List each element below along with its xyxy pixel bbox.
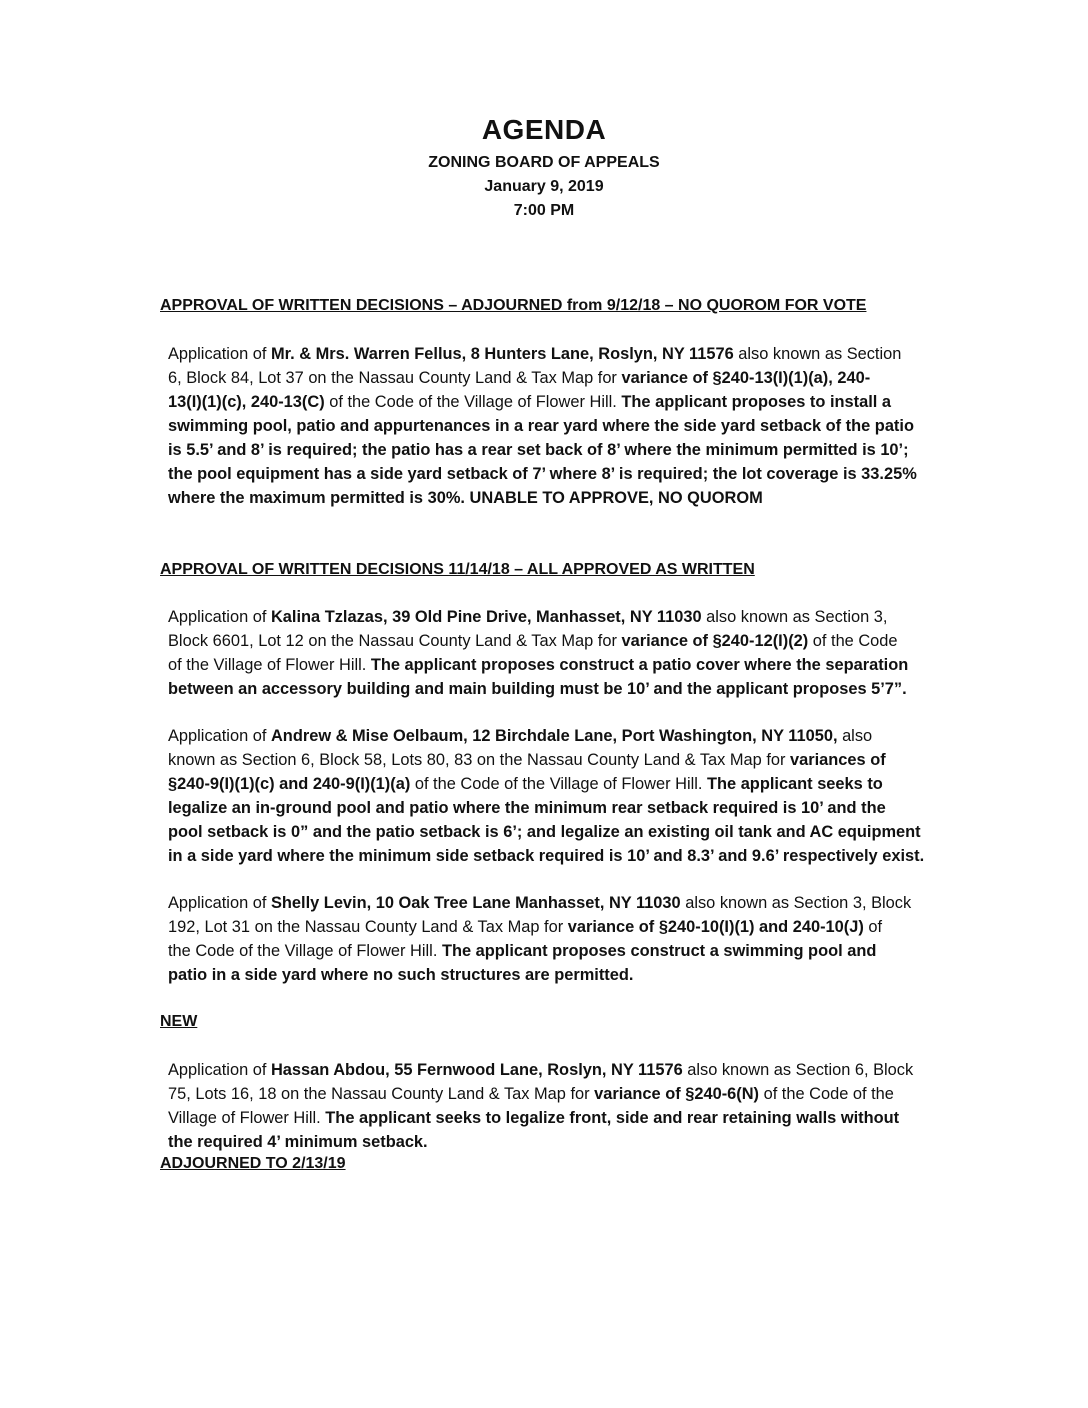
bold-text-run: in a side yard where the minimum side setback required is 10’ and 8.3’ and 9.6’ respectively exist. bbox=[168, 847, 925, 865]
text-run: of the Code bbox=[808, 632, 898, 650]
bold-text-run: The applicant seeks to bbox=[707, 775, 883, 793]
paragraph-line bbox=[168, 342, 968, 366]
bold-text-run: legalize an in-ground pool and patio where the minimum rear setback required is 10’ and the bbox=[168, 799, 886, 817]
text-run: Application of bbox=[168, 345, 271, 363]
paragraph-line bbox=[168, 486, 968, 510]
paragraph-line bbox=[168, 939, 968, 963]
bold-text-run: §240-9(I)(1)(c) and 240-9(I)(1)(a) bbox=[168, 775, 411, 793]
text-run: of the Village of Flower Hill. bbox=[168, 656, 371, 674]
application-abdou bbox=[168, 1058, 968, 1154]
paragraph-line bbox=[168, 724, 968, 748]
paragraph-line bbox=[168, 820, 968, 844]
bold-text-run: Shelly Levin, 10 Oak Tree Lane Manhasset, NY 11030 bbox=[270, 894, 681, 912]
paragraph-line bbox=[168, 844, 968, 868]
bold-text-run: The applicant proposes construct a swimming pool and bbox=[441, 942, 877, 960]
bold-text-run: variance of §240-6(N) bbox=[594, 1085, 760, 1103]
bold-text-run: where the maximum permitted is 30%. UNABLE TO APPROVE, NO QUOROM bbox=[168, 489, 763, 507]
application-levin bbox=[168, 891, 968, 987]
paragraph-line bbox=[168, 629, 968, 653]
bold-text-run: 13(I)(1)(c), 240-13(C) bbox=[168, 393, 325, 411]
application-tzlazas bbox=[168, 605, 968, 701]
bold-text-run: is 5.5’ and 8’ is required; the patio has a rear set back of 8’ where the minimum permitted is 10’; bbox=[168, 441, 909, 459]
paragraph-line bbox=[168, 891, 968, 915]
paragraph-line bbox=[168, 366, 968, 390]
bold-text-run: variance of §240-13(I)(1)(a), 240- bbox=[621, 369, 871, 387]
paragraph-line bbox=[168, 748, 968, 772]
paragraph-line bbox=[168, 772, 968, 796]
paragraph-line bbox=[168, 963, 968, 987]
bold-text-run: The applicant proposes construct a patio cover where the separation bbox=[370, 656, 909, 674]
text-run: the Code of the Village of Flower Hill. bbox=[168, 942, 442, 960]
section-heading-approved-decisions: APPROVAL OF WRITTEN DECISIONS 11/14/18 – ALL APPROVED AS WRITTEN bbox=[160, 561, 755, 578]
paragraph-line bbox=[168, 915, 968, 939]
application-oelbaum bbox=[168, 724, 968, 868]
text-run: also known as Section 3, bbox=[701, 608, 888, 626]
paragraph-line bbox=[168, 653, 968, 677]
page-title: AGENDA bbox=[481, 114, 607, 145]
bold-text-run: The applicant seeks to legalize front, side and rear retaining walls without bbox=[325, 1109, 900, 1127]
text-run: known as Section 6, Block 58, Lots 80, 83 on the Nassau County Land & Tax Map for bbox=[168, 751, 791, 769]
bold-text-run: patio in a side yard where no such structures are permitted. bbox=[168, 966, 634, 984]
text-run: Village of Flower Hill. bbox=[168, 1109, 326, 1127]
text-run: Application of bbox=[168, 1061, 271, 1079]
text-run: of the Code of the Village of Flower Hill. bbox=[324, 393, 622, 411]
bold-text-run: Kalina Tzlazas, 39 Old Pine Drive, Manhasset, NY 11030 bbox=[270, 608, 702, 626]
text-run: of the Code of the bbox=[759, 1085, 894, 1103]
text-run: also known as Section 3, Block bbox=[680, 894, 912, 912]
text-run: also known as Section bbox=[733, 345, 902, 363]
bold-text-run: variances of bbox=[790, 751, 886, 769]
text-run: 192, Lot 31 on the Nassau County Land & Tax Map for bbox=[168, 918, 568, 936]
text-run: also known as Section 6, Block bbox=[682, 1061, 914, 1079]
text-run: 75, Lots 16, 18 on the Nassau County Land & Tax Map for bbox=[168, 1085, 595, 1103]
paragraph-line bbox=[168, 390, 968, 414]
section-heading-adjourned-decisions: APPROVAL OF WRITTEN DECISIONS – ADJOURNED from 9/12/18 – NO QUOROM FOR VOTE bbox=[160, 297, 867, 314]
text-run: 6, Block 84, Lot 37 on the Nassau County Land & Tax Map for bbox=[168, 369, 622, 387]
bold-text-run: Hassan Abdou, 55 Fernwood Lane, Roslyn, NY 11576 bbox=[270, 1061, 683, 1079]
paragraph-line bbox=[168, 1058, 968, 1082]
bold-text-run: variance of §240-10(I)(1) and 240-10(J) bbox=[567, 918, 864, 936]
bold-text-run: the required 4’ minimum setback. bbox=[168, 1133, 428, 1151]
bold-text-run: The applicant proposes to install a bbox=[621, 393, 891, 411]
adjourned-note: ADJOURNED TO 2/13/19 bbox=[160, 1155, 346, 1172]
board-name: ZONING BOARD OF APPEALS bbox=[428, 154, 660, 171]
text-run: also bbox=[837, 727, 873, 745]
paragraph-line bbox=[168, 1130, 968, 1154]
paragraph-line bbox=[168, 1082, 968, 1106]
bold-text-run: Mr. & Mrs. Warren Fellus, 8 Hunters Lane, Roslyn, NY 11576 bbox=[270, 345, 734, 363]
text-run: Application of bbox=[168, 608, 271, 626]
text-run: Block 6601, Lot 12 on the Nassau County Land & Tax Map for bbox=[168, 632, 622, 650]
bold-text-run: variance of §240-12(I)(2) bbox=[621, 632, 809, 650]
text-run: of the Code of the Village of Flower Hill. bbox=[410, 775, 707, 793]
bold-text-run: the pool equipment has a side yard setback of 7’ where 8’ is required; the lot coverage is 33.25% bbox=[168, 465, 917, 483]
text-run: Application of bbox=[168, 894, 271, 912]
bold-text-run: Andrew & Mise Oelbaum, 12 Birchdale Lane, Port Washington, NY 11050, bbox=[270, 727, 838, 745]
meeting-time: 7:00 PM bbox=[513, 202, 575, 219]
text-run: of bbox=[863, 918, 883, 936]
paragraph-line bbox=[168, 414, 968, 438]
bold-text-run: pool setback is 0” and the patio setback is 6’; and legalize an existing oil tank and AC equipment bbox=[168, 823, 921, 841]
paragraph-line bbox=[168, 1106, 968, 1130]
paragraph-line bbox=[168, 677, 968, 701]
section-heading-new: NEW bbox=[160, 1013, 198, 1030]
meeting-date: January 9, 2019 bbox=[484, 178, 604, 195]
bold-text-run: between an accessory building and main building must be 10’ and the applicant proposes 5’7”. bbox=[168, 680, 907, 698]
bold-text-run: swimming pool, patio and appurtenances in a rear yard where the side yard setback of the patio bbox=[168, 417, 914, 435]
paragraph-line bbox=[168, 462, 968, 486]
application-fellus bbox=[168, 342, 968, 510]
text-run: Application of bbox=[168, 727, 271, 745]
paragraph-line bbox=[168, 796, 968, 820]
paragraph-line bbox=[168, 438, 968, 462]
paragraph-line bbox=[168, 605, 968, 629]
